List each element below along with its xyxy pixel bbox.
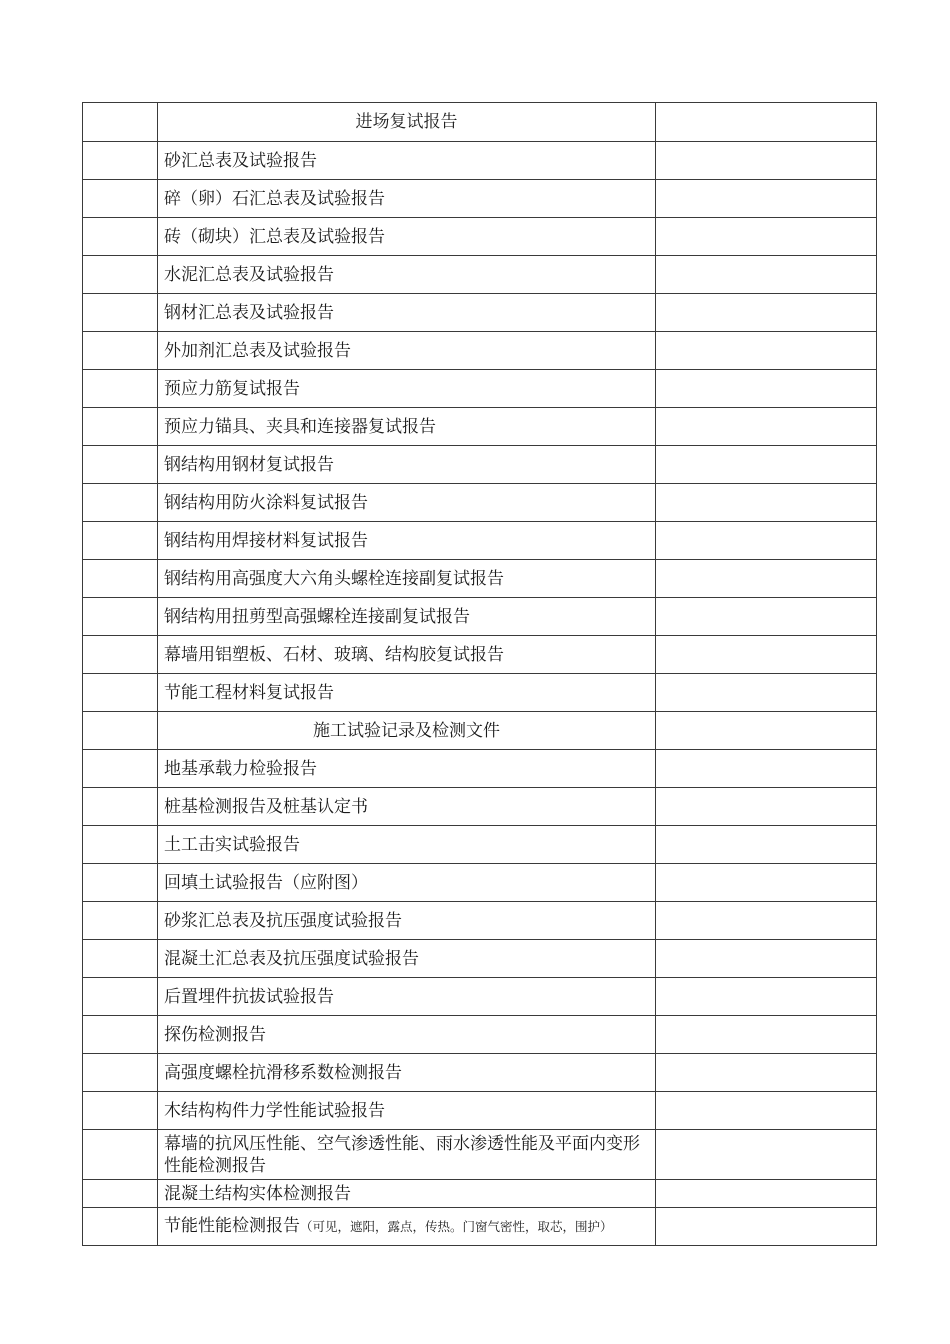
remark-cell: [656, 1130, 877, 1180]
item-name: 钢结构用扭剪型高强螺栓连接副复试报告: [158, 598, 656, 636]
index-cell: [83, 750, 158, 788]
index-cell: [83, 1016, 158, 1054]
table-row: [83, 1092, 877, 1130]
remark-cell: [656, 370, 877, 408]
section-heading: 施工试验记录及检测文件: [158, 712, 656, 750]
index-cell: [83, 1180, 158, 1208]
remark-cell: [656, 484, 877, 522]
remark-cell: [656, 1016, 877, 1054]
item-name: 混凝土结构实体检测报告: [158, 1180, 656, 1208]
index-cell: [83, 940, 158, 978]
table-row: [83, 1016, 877, 1054]
remark-cell: [656, 180, 877, 218]
item-name: 钢材汇总表及试验报告: [158, 294, 656, 332]
item-title: 节能性能检测报告: [164, 1216, 300, 1236]
remark-cell: [656, 864, 877, 902]
table-row: [83, 1180, 877, 1208]
remark-cell: [656, 142, 877, 180]
index-cell: [83, 1208, 158, 1246]
index-cell: [83, 636, 158, 674]
remark-cell: [656, 256, 877, 294]
index-cell: [83, 1092, 158, 1130]
table-row: [83, 636, 877, 674]
table-row: [83, 750, 877, 788]
item-name: 砖（砌块）汇总表及试验报告: [158, 218, 656, 256]
remark-cell: [656, 446, 877, 484]
item-name: 桩基检测报告及桩基认定书: [158, 788, 656, 826]
section-heading-row: [83, 103, 877, 142]
index-cell: [83, 484, 158, 522]
index-cell: [83, 522, 158, 560]
remark-cell: [656, 674, 877, 712]
index-cell: [83, 864, 158, 902]
index-cell: [83, 1054, 158, 1092]
item-name: 钢结构用高强度大六角头螺栓连接副复试报告: [158, 560, 656, 598]
index-cell: [83, 180, 158, 218]
table-row: [83, 674, 877, 712]
remark-cell: [656, 902, 877, 940]
item-name: 预应力筋复试报告: [158, 370, 656, 408]
table-row: [83, 408, 877, 446]
item-name: 砂浆汇总表及抗压强度试验报告: [158, 902, 656, 940]
section-heading-row: [83, 712, 877, 750]
index-cell: [83, 103, 158, 142]
table-row: [83, 1054, 877, 1092]
item-name: 回填土试验报告（应附图）: [158, 864, 656, 902]
item-note: （可见，遮阳，露点，传热。门窗气密性，取芯，围护）: [300, 1219, 613, 1234]
table-row: [83, 902, 877, 940]
remark-cell: [656, 940, 877, 978]
index-cell: [83, 560, 158, 598]
index-cell: [83, 902, 158, 940]
remark-cell: [656, 560, 877, 598]
index-cell: [83, 674, 158, 712]
remark-cell: [656, 294, 877, 332]
table-row: [83, 940, 877, 978]
remark-cell: [656, 408, 877, 446]
table-row: [83, 332, 877, 370]
item-name: 碎（卵）石汇总表及试验报告: [158, 180, 656, 218]
item-name: 钢结构用焊接材料复试报告: [158, 522, 656, 560]
index-cell: [83, 598, 158, 636]
section-heading: 进场复试报告: [158, 103, 656, 142]
table-row: [83, 180, 877, 218]
index-cell: [83, 294, 158, 332]
remark-cell: [656, 1054, 877, 1092]
remark-cell: [656, 712, 877, 750]
index-cell: [83, 256, 158, 294]
table-row: [83, 218, 877, 256]
table-row: [83, 826, 877, 864]
index-cell: [83, 370, 158, 408]
table-row: [83, 522, 877, 560]
table-row: [83, 446, 877, 484]
table-row: [83, 142, 877, 180]
remark-cell: [656, 1208, 877, 1246]
item-name: 木结构构件力学性能试验报告: [158, 1092, 656, 1130]
item-name: [158, 1208, 656, 1246]
item-name: 高强度螺栓抗滑移系数检测报告: [158, 1054, 656, 1092]
item-name: 水泥汇总表及试验报告: [158, 256, 656, 294]
table-row: [83, 560, 877, 598]
item-name: 预应力锚具、夹具和连接器复试报告: [158, 408, 656, 446]
item-name: 幕墙用铝塑板、石材、玻璃、结构胶复试报告: [158, 636, 656, 674]
table-row: [83, 864, 877, 902]
index-cell: [83, 332, 158, 370]
table-row: [83, 484, 877, 522]
index-cell: [83, 788, 158, 826]
index-cell: [83, 446, 158, 484]
index-cell: [83, 142, 158, 180]
index-cell: [83, 712, 158, 750]
table-row: [83, 788, 877, 826]
item-name: 土工击实试验报告: [158, 826, 656, 864]
table-row: [83, 1130, 877, 1180]
item-name: 钢结构用防火涂料复试报告: [158, 484, 656, 522]
item-name: 探伤检测报告: [158, 1016, 656, 1054]
index-cell: [83, 826, 158, 864]
remark-cell: [656, 218, 877, 256]
table-row: [83, 1208, 877, 1246]
remark-cell: [656, 788, 877, 826]
item-name: 钢结构用钢材复试报告: [158, 446, 656, 484]
item-name: 幕墙的抗风压性能、空气渗透性能、雨水渗透性能及平面内变形性能检测报告: [158, 1130, 656, 1180]
item-name: 后置埋件抗拔试验报告: [158, 978, 656, 1016]
index-cell: [83, 408, 158, 446]
remark-cell: [656, 750, 877, 788]
item-name: 地基承载力检验报告: [158, 750, 656, 788]
index-cell: [83, 978, 158, 1016]
archive-checklist-table: [82, 102, 877, 1246]
table-row: [83, 370, 877, 408]
item-name: 节能工程材料复试报告: [158, 674, 656, 712]
remark-cell: [656, 1180, 877, 1208]
remark-cell: [656, 826, 877, 864]
remark-cell: [656, 522, 877, 560]
index-cell: [83, 218, 158, 256]
remark-cell: [656, 103, 877, 142]
remark-cell: [656, 636, 877, 674]
item-name: 混凝土汇总表及抗压强度试验报告: [158, 940, 656, 978]
table-row: [83, 598, 877, 636]
table-row: [83, 978, 877, 1016]
item-name: 砂汇总表及试验报告: [158, 142, 656, 180]
remark-cell: [656, 978, 877, 1016]
index-cell: [83, 1130, 158, 1180]
item-name: 外加剂汇总表及试验报告: [158, 332, 656, 370]
remark-cell: [656, 332, 877, 370]
table-row: [83, 294, 877, 332]
table-row: [83, 256, 877, 294]
remark-cell: [656, 598, 877, 636]
remark-cell: [656, 1092, 877, 1130]
